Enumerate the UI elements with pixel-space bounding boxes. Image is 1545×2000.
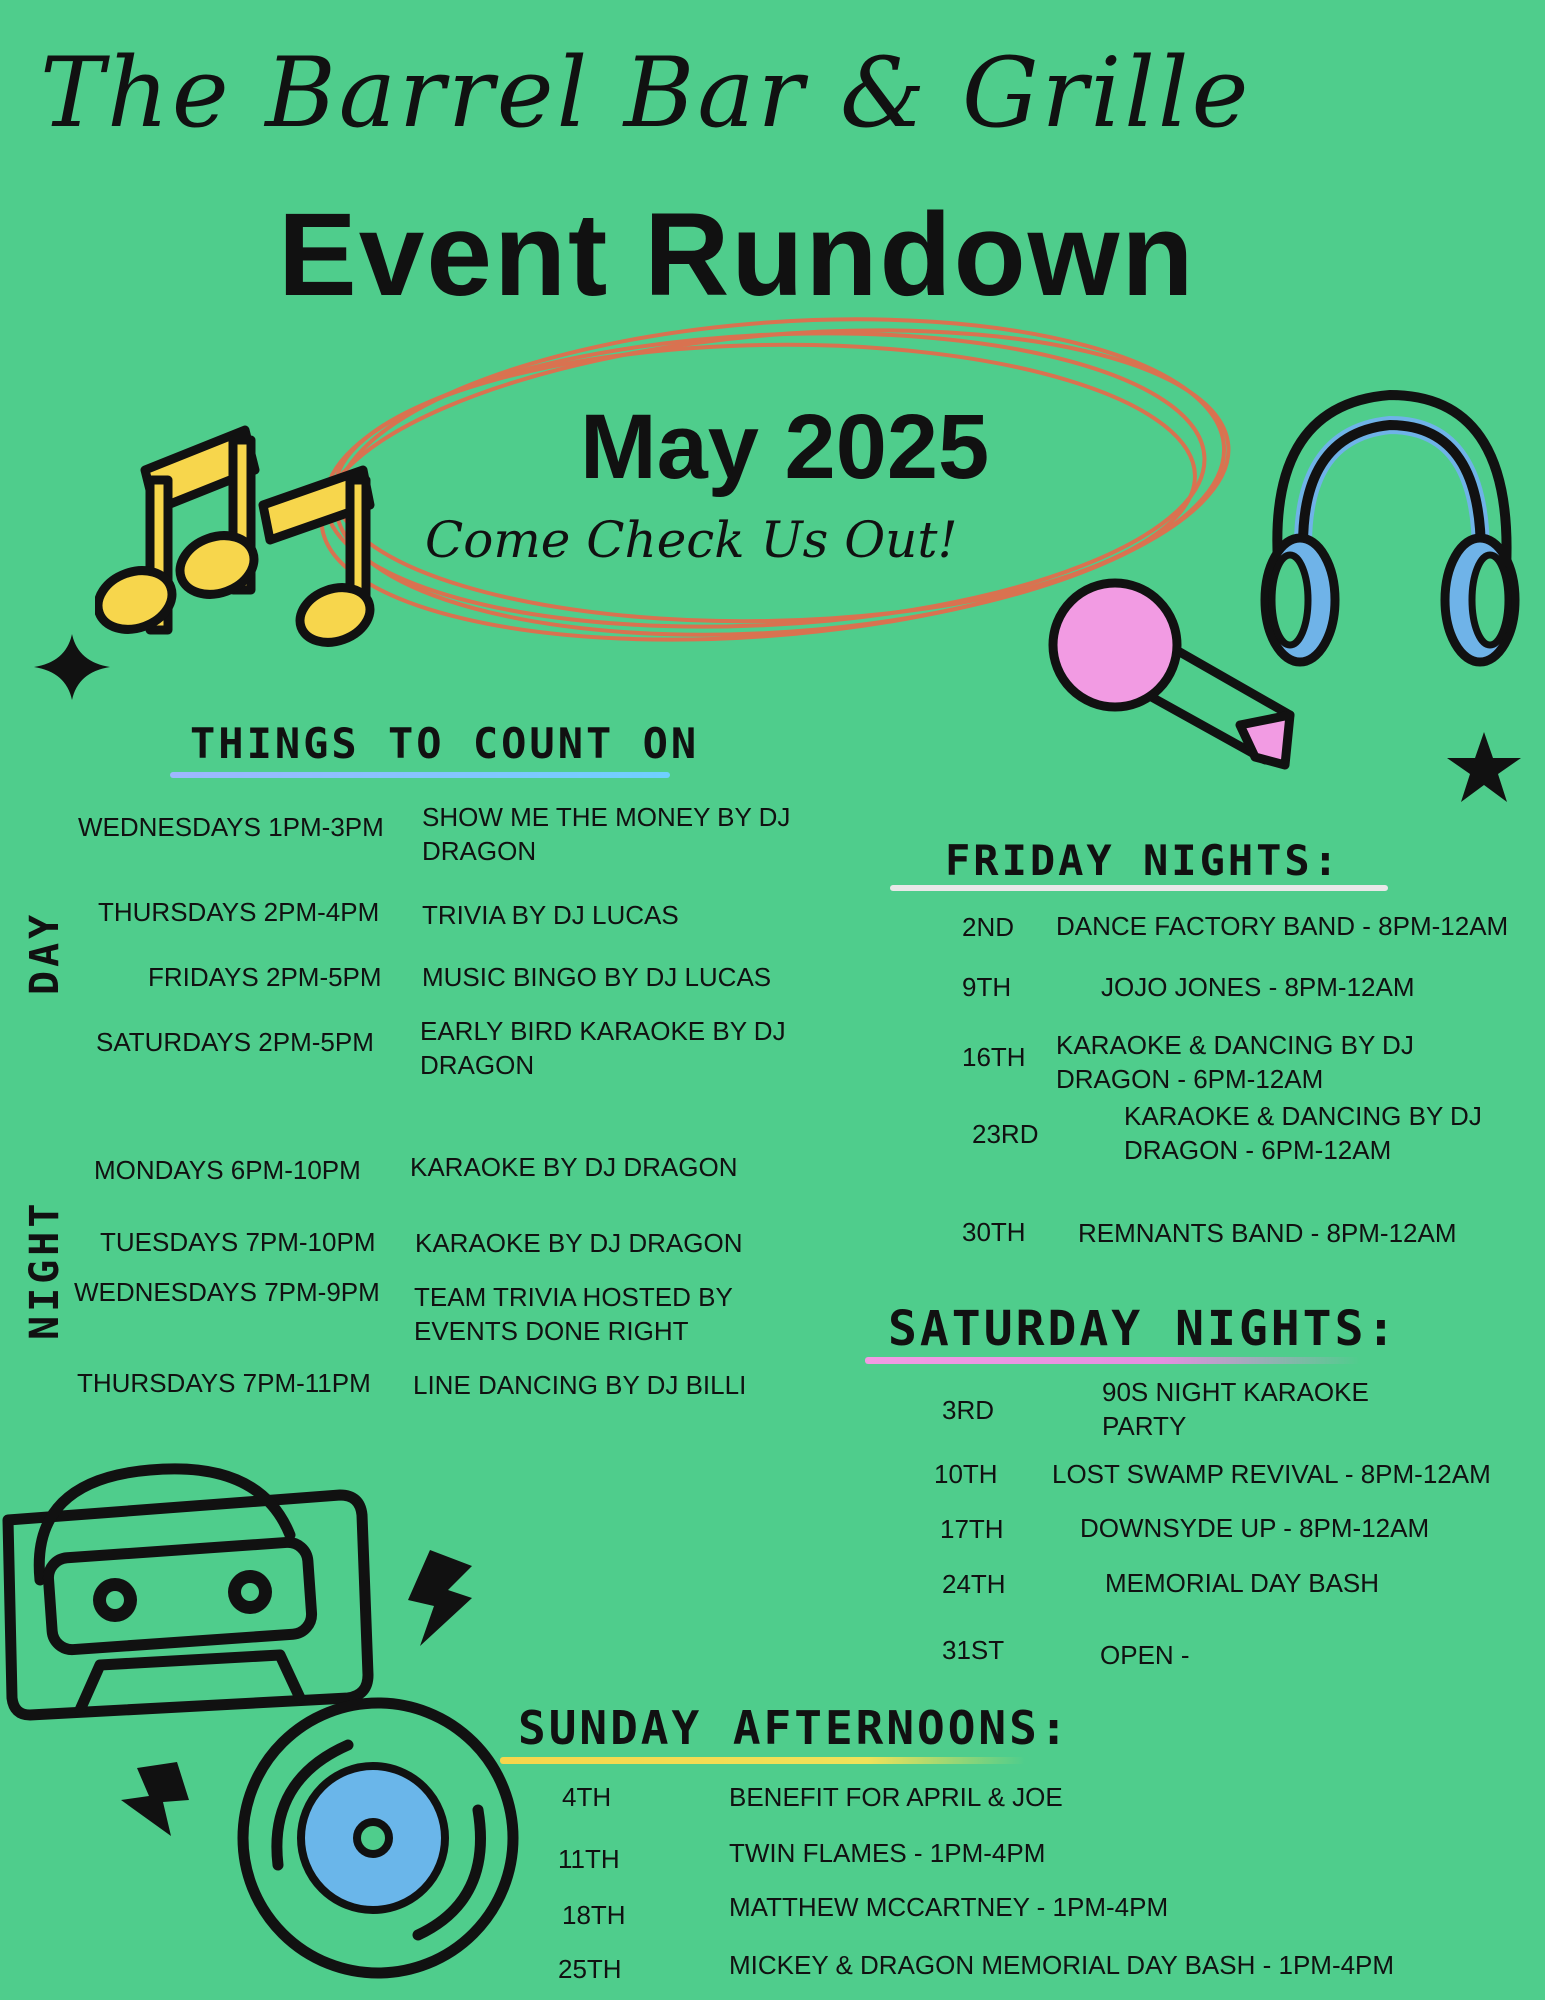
saturday-event-3: DOWNSYDE UP - 8PM-12AM — [1080, 1513, 1430, 1543]
night-label: NIGHT — [22, 1199, 68, 1340]
lightning-icon — [115, 1760, 195, 1840]
heading-underline — [865, 1357, 1360, 1364]
friday-event-2: JOJO JONES - 8PM-12AM — [1101, 972, 1415, 1002]
saturday-date-3: 17TH — [940, 1514, 1004, 1544]
sunday-date-3: 18TH — [562, 1900, 626, 1930]
night-row-3-time: WEDNESDAYS 7PM-9PM — [74, 1277, 380, 1307]
saturday-event-5: OPEN - — [1100, 1640, 1190, 1670]
day-row-3-time: FRIDAYS 2PM-5PM — [148, 962, 382, 992]
saturday-nights-heading: SATURDAY NIGHTS: — [888, 1301, 1399, 1357]
friday-event-3: KARAOKE & DANCING BY DJ DRAGON - 6PM-12AM — [1056, 1030, 1414, 1094]
sunday-date-2: 11TH — [558, 1844, 620, 1874]
sunday-event-2: TWIN FLAMES - 1PM-4PM — [729, 1838, 1046, 1868]
music-notes-icon — [95, 400, 385, 670]
day-row-1-event: SHOW ME THE MONEY BY DJ DRAGON — [422, 802, 791, 866]
night-row-2-event: KARAOKE BY DJ DRAGON — [415, 1228, 743, 1258]
tagline: Come Check Us Out! — [425, 511, 958, 569]
friday-date-1: 2ND — [962, 912, 1015, 942]
day-row-2-time: THURSDAYS 2PM-4PM — [98, 897, 380, 927]
sparkle-icon — [32, 632, 112, 702]
sunday-date-4: 25TH — [558, 1954, 622, 1984]
microphone-icon — [1040, 565, 1330, 790]
saturday-event-4: MEMORIAL DAY BASH — [1105, 1568, 1380, 1598]
sunday-event-4: MICKEY & DRAGON MEMORIAL DAY BASH - 1PM-4PM — [729, 1950, 1395, 1980]
sunday-afternoons-heading: SUNDAY AFTERNOONS: — [518, 1701, 1071, 1755]
night-row-3-event: TEAM TRIVIA HOSTED BY EVENTS DONE RIGHT — [414, 1282, 733, 1346]
friday-event-4: KARAOKE & DANCING BY DJ DRAGON - 6PM-12AM — [1124, 1101, 1482, 1165]
day-row-4-time: SATURDAYS 2PM-5PM — [96, 1027, 374, 1057]
friday-date-5: 30TH — [962, 1217, 1026, 1247]
friday-date-2: 9TH — [962, 972, 1012, 1002]
friday-nights-heading: FRIDAY NIGHTS: — [945, 836, 1342, 885]
saturday-date-1: 3RD — [942, 1395, 995, 1425]
heading-underline — [170, 772, 670, 778]
saturday-date-4: 24TH — [942, 1569, 1006, 1599]
heading-underline — [500, 1757, 1025, 1764]
venue-name: The Barrel Bar & Grille — [40, 37, 1252, 149]
saturday-date-5: 31ST — [942, 1635, 1005, 1665]
saturday-event-1: 90S NIGHT KARAOKE PARTY — [1102, 1377, 1369, 1441]
page-title: Event Rundown — [278, 189, 1196, 321]
sunday-event-1: BENEFIT FOR APRIL & JOE — [729, 1782, 1063, 1812]
friday-event-5: REMNANTS BAND - 8PM-12AM — [1078, 1218, 1457, 1248]
things-to-count-on-heading: THINGS TO COUNT ON — [190, 719, 700, 768]
friday-date-3: 16TH — [962, 1042, 1026, 1072]
sunday-date-1: 4TH — [562, 1782, 612, 1812]
night-row-2-time: TUESDAYS 7PM-10PM — [100, 1227, 376, 1257]
vinyl-record-icon — [228, 1690, 528, 1990]
night-row-4-event: LINE DANCING BY DJ BILLI — [413, 1370, 747, 1400]
sunday-event-3: MATTHEW MCCARTNEY - 1PM-4PM — [729, 1892, 1169, 1922]
lightning-icon — [400, 1548, 480, 1648]
star-icon — [1444, 728, 1524, 808]
saturday-event-2: LOST SWAMP REVIVAL - 8PM-12AM — [1052, 1459, 1491, 1489]
saturday-date-2: 10TH — [934, 1459, 998, 1489]
day-label: DAY — [22, 910, 68, 995]
friday-event-1: DANCE FACTORY BAND - 8PM-12AM — [1056, 911, 1509, 941]
day-row-1-time: WEDNESDAYS 1PM-3PM — [78, 812, 384, 842]
month-label: May 2025 — [580, 396, 990, 498]
day-row-3-event: MUSIC BINGO BY DJ LUCAS — [422, 962, 772, 992]
night-row-1-event: KARAOKE BY DJ DRAGON — [410, 1152, 738, 1182]
day-row-4-event: EARLY BIRD KARAOKE BY DJ DRAGON — [420, 1016, 786, 1080]
day-row-2-event: TRIVIA BY DJ LUCAS — [422, 900, 679, 930]
night-row-4-time: THURSDAYS 7PM-11PM — [77, 1368, 371, 1398]
friday-date-4: 23RD — [972, 1119, 1039, 1149]
night-row-1-time: MONDAYS 6PM-10PM — [94, 1155, 361, 1185]
heading-underline — [890, 885, 1388, 891]
